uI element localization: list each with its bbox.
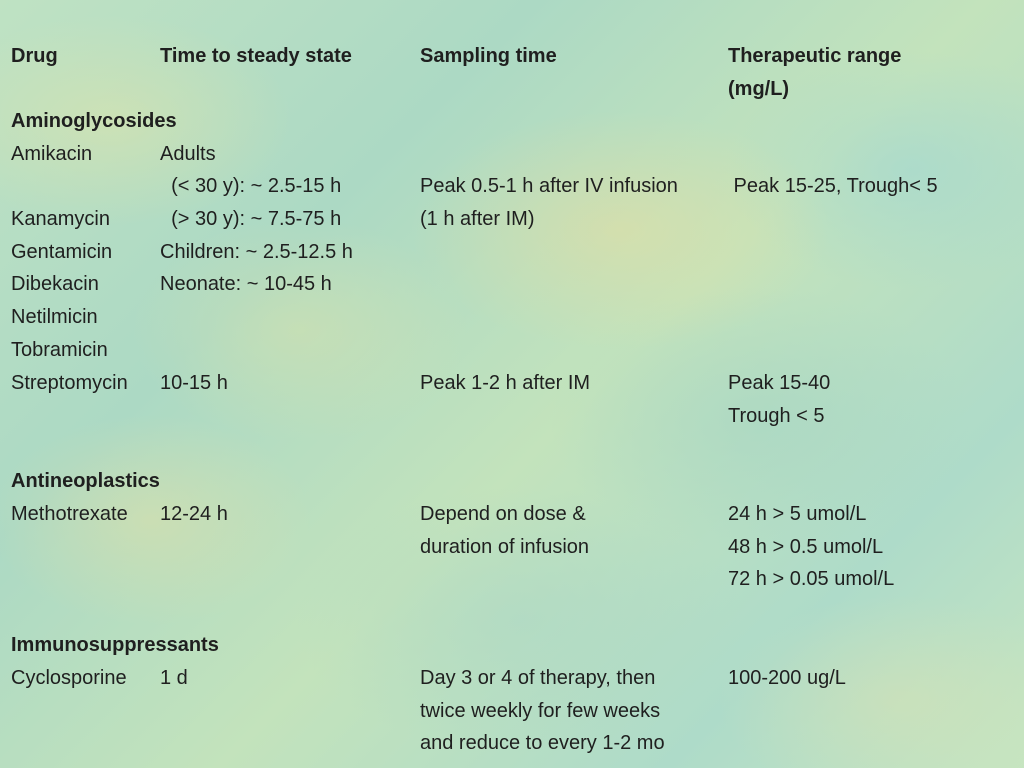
time-streptomycin: 10-15 h xyxy=(160,372,228,394)
range-streptomycin-peak: Peak 15-40 xyxy=(728,372,831,394)
sampling-cyclosporine-reduce: and reduce to every 1-2 mo xyxy=(420,732,665,754)
time-children: Children: ~ 2.5-12.5 h xyxy=(160,241,353,263)
sampling-aminoglycosides-peak: Peak 0.5-1 h after IV infusion xyxy=(420,175,678,197)
range-aminoglycosides: Peak 15-25, Trough< 5 xyxy=(728,175,938,197)
drug-netilmicin: Netilmicin xyxy=(11,306,98,328)
drug-methotrexate: Methotrexate xyxy=(11,503,128,525)
section-antineoplastics: Antineoplastics xyxy=(11,470,160,492)
header-therapeutic-range-unit: (mg/L) xyxy=(728,78,790,100)
drug-tobramicin: Tobramicin xyxy=(11,339,108,361)
drug-kanamycin: Kanamycin xyxy=(11,208,110,230)
range-methotrexate-24h: 24 h > 5 umol/L xyxy=(728,503,867,525)
time-adults-label: Adults xyxy=(160,143,216,165)
sampling-methotrexate-duration: duration of infusion xyxy=(420,536,590,558)
drug-gentamicin: Gentamicin xyxy=(11,241,113,263)
header-therapeutic-range: Therapeutic range xyxy=(728,45,902,67)
sampling-aminoglycosides-im: (1 h after IM) xyxy=(420,208,535,230)
range-streptomycin-trough: Trough < 5 xyxy=(728,405,825,427)
section-immunosuppressants: Immunosuppressants xyxy=(11,634,219,656)
time-adults-under-30: (< 30 y): ~ 2.5-15 h xyxy=(160,175,342,197)
range-methotrexate-48h: 48 h > 0.5 umol/L xyxy=(728,536,884,558)
sampling-cyclosporine-day: Day 3 or 4 of therapy, then xyxy=(420,667,656,689)
header-time-to-steady-state: Time to steady state xyxy=(160,45,352,67)
sampling-streptomycin: Peak 1-2 h after IM xyxy=(420,372,591,394)
drug-amikacin: Amikacin xyxy=(11,143,93,165)
section-aminoglycosides: Aminoglycosides xyxy=(11,110,177,132)
header-sampling-time: Sampling time xyxy=(420,45,557,67)
time-cyclosporine: 1 d xyxy=(160,667,188,689)
drug-streptomycin: Streptomycin xyxy=(11,372,128,394)
drug-cyclosporine: Cyclosporine xyxy=(11,667,127,689)
time-adults-over-30: (> 30 y): ~ 7.5-75 h xyxy=(160,208,342,230)
time-neonate: Neonate: ~ 10-45 h xyxy=(160,273,332,295)
sampling-cyclosporine-twice-weekly: twice weekly for few weeks xyxy=(420,700,661,722)
header-drug: Drug xyxy=(11,45,58,67)
sampling-methotrexate-dose: Depend on dose & xyxy=(420,503,586,525)
range-methotrexate-72h: 72 h > 0.05 umol/L xyxy=(728,568,895,590)
drug-dibekacin: Dibekacin xyxy=(11,273,99,295)
range-cyclosporine: 100-200 ug/L xyxy=(728,667,846,689)
time-methotrexate: 12-24 h xyxy=(160,503,228,525)
